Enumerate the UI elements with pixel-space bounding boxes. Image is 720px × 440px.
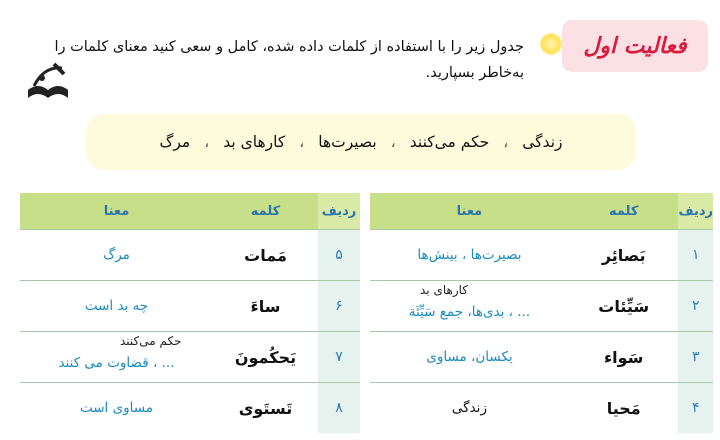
- word-bank-item: مرگ: [159, 133, 191, 151]
- meaning-text: یکسان، مساوی: [426, 349, 513, 365]
- row-number: ۸: [318, 383, 360, 434]
- row-number: ۳: [678, 332, 713, 383]
- vocab-word: سَواء: [569, 332, 679, 383]
- vocab-word: بَصائِر: [569, 230, 679, 281]
- row-number: ۱: [678, 230, 713, 281]
- row-number: ۶: [318, 281, 360, 332]
- sun-decoration-icon: [540, 33, 562, 55]
- table-row: [20, 281, 360, 332]
- word-bank: [86, 114, 636, 170]
- activity-title: فعالیت اول: [583, 33, 687, 59]
- meaning-text: زندگی: [451, 400, 487, 416]
- col-header-word: کلمه: [569, 193, 679, 230]
- vocab-meaning: [370, 332, 569, 383]
- word-bank-separator: ،: [390, 133, 396, 151]
- vocab-word: مَحیا: [569, 383, 679, 434]
- word-bank-item: حکم می‌کنند: [409, 133, 490, 151]
- col-header-row: ردیف: [678, 193, 713, 230]
- word-bank-item: زندگی: [522, 133, 563, 151]
- meaning-text: بصیرت‌ها ، بینش‌ها: [417, 247, 522, 263]
- word-bank-item: کارهای بد: [223, 133, 286, 151]
- vocab-meaning: [20, 281, 213, 332]
- vocab-word: سَیِّئات: [569, 281, 679, 332]
- vocab-meaning: [370, 281, 569, 332]
- handwritten-note: حکم می‌کنند: [120, 334, 182, 348]
- col-header-word: کلمه: [213, 193, 318, 230]
- table-row: [20, 332, 360, 383]
- vocab-word: تَستَوی: [213, 383, 318, 434]
- instructions-line-2: به‌خاطر بسپارید.: [425, 65, 524, 81]
- vocab-word: مَمات: [213, 230, 318, 281]
- meaning-text: ... ، بدی‌ها، جمع سَیِّئَة: [408, 304, 531, 320]
- row-number: ۴: [678, 383, 713, 434]
- word-bank-separator: ،: [503, 133, 509, 151]
- col-header-row: ردیف: [318, 193, 360, 230]
- table-row: [370, 332, 713, 383]
- table-header-row: [370, 193, 713, 230]
- vocab-meaning: [20, 230, 213, 281]
- vocab-table-right: [370, 193, 713, 433]
- meaning-text: مساوی است: [79, 400, 154, 416]
- meaning-text: ... ، قضاوت می کنند: [58, 355, 175, 371]
- table-row: [20, 383, 360, 434]
- row-number: ۵: [318, 230, 360, 281]
- vocab-table-left: [20, 193, 360, 433]
- table-row: [20, 230, 360, 281]
- handwritten-note: کارهای بد: [420, 283, 468, 297]
- activity-title-badge: [562, 20, 708, 72]
- table-row: [370, 230, 713, 281]
- word-bank-separator: ،: [299, 133, 305, 151]
- meaning-text: مرگ: [103, 247, 130, 263]
- vocab-word: یَحکُمونَ: [213, 332, 318, 383]
- table-row: [370, 383, 713, 434]
- col-header-meaning: معنا: [370, 193, 569, 230]
- vocab-meaning: [370, 230, 569, 281]
- vocab-word: ساءَ: [213, 281, 318, 332]
- instructions: [24, 34, 524, 86]
- meaning-text: چه بد است: [84, 298, 149, 314]
- row-number: ۷: [318, 332, 360, 383]
- vocab-meaning: [20, 332, 213, 383]
- instructions-line-1: جدول زیر را با استفاده از کلمات داده شده، کامل و سعی کنید معنای کلمات را: [54, 39, 524, 55]
- word-bank-item: بصیرت‌ها: [318, 133, 377, 151]
- pen-book-logo-icon: [24, 60, 72, 106]
- table-row: [370, 281, 713, 332]
- col-header-meaning: معنا: [20, 193, 213, 230]
- vocab-meaning: [20, 383, 213, 434]
- vocab-meaning: [370, 383, 569, 434]
- row-number: ۲: [678, 281, 713, 332]
- word-bank-separator: ،: [204, 133, 210, 151]
- table-header-row: [20, 193, 360, 230]
